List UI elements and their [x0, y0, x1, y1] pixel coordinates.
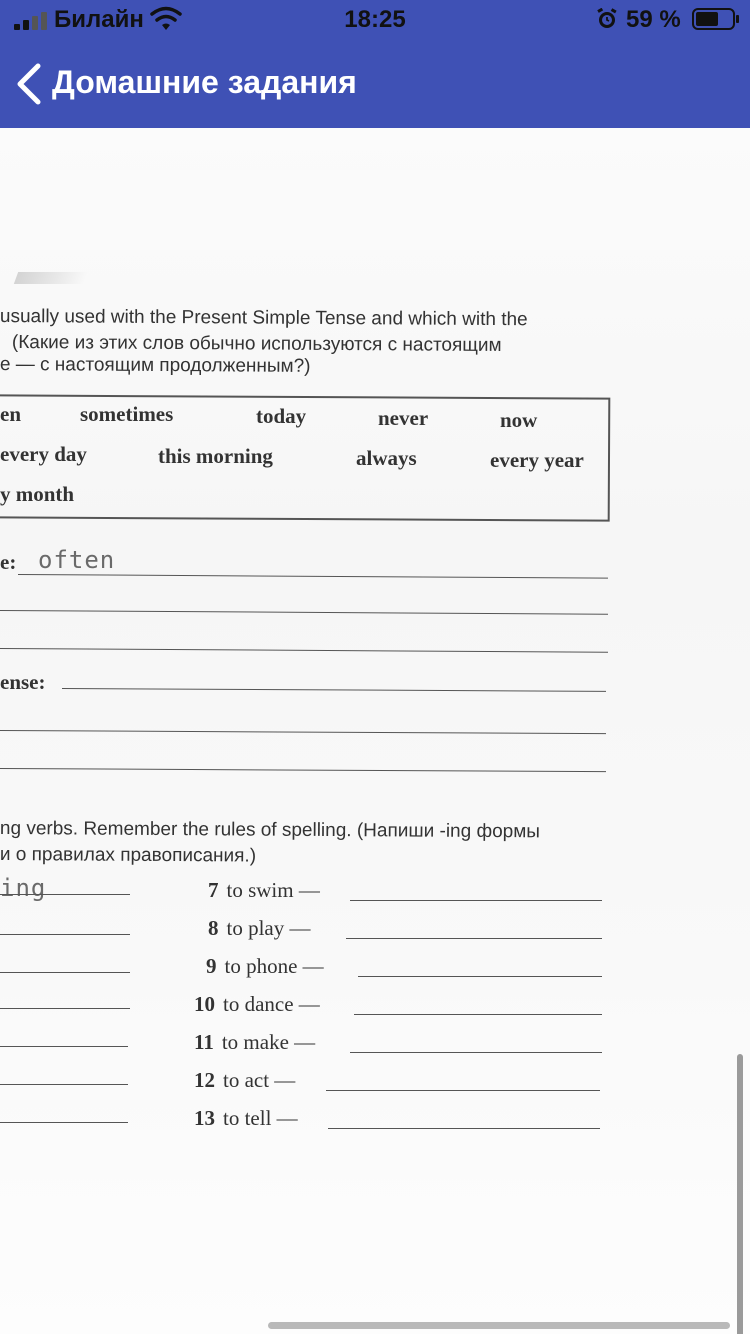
instruction-1-line-1: usually used with the Present Simple Tense and which with the	[0, 306, 528, 331]
left-column-line	[0, 934, 130, 935]
verb-answer-line	[354, 1014, 602, 1015]
carrier-name: Билайн	[54, 6, 144, 33]
handwritten-answer-often: often	[38, 546, 116, 574]
instruction-1-line-2: (Какие из этих слов обычно используются с настоящим	[11, 332, 502, 356]
answer-line	[62, 688, 606, 692]
present-continuous-label: ense:	[0, 670, 46, 694]
verb-item: 10 to dance —	[194, 992, 320, 1016]
answer-line	[0, 730, 606, 734]
word-never: never	[378, 406, 429, 430]
verb-item: 9 to phone —	[206, 954, 324, 978]
word-every-month-fragment: y month	[0, 482, 75, 506]
left-column-line	[0, 1046, 128, 1047]
instruction-2-line-1: ng verbs. Remember the rules of spelling. (Напиши -ing формы	[0, 818, 541, 843]
scrollbar[interactable]	[737, 1054, 743, 1334]
word-today: today	[256, 404, 307, 428]
left-column-line	[0, 1008, 130, 1009]
word-often-fragment: en	[0, 402, 21, 426]
verb-answer-line	[350, 1052, 602, 1053]
battery-icon	[692, 8, 740, 30]
handwritten-answer-fragment: ing	[0, 874, 47, 902]
instruction-1-line-3: е — с настоящим продолженным?)	[0, 354, 311, 377]
verb-answer-line	[358, 976, 602, 977]
answer-line	[0, 648, 608, 653]
verb-answer-line	[346, 938, 602, 939]
verb-item: 13 to tell —	[194, 1106, 298, 1130]
alarm-icon	[596, 8, 618, 30]
verb-item: 11 to make —	[194, 1030, 316, 1054]
verb-answer-line	[328, 1128, 600, 1129]
answer-line	[18, 574, 608, 579]
app-header	[0, 0, 750, 128]
verb-item: 7 to swim —	[208, 878, 320, 902]
verb-item: 8 to play —	[208, 916, 311, 940]
worksheet-page	[0, 128, 750, 1334]
home-indicator[interactable]	[268, 1322, 730, 1329]
instruction-2-line-2: и о правилах правописания.)	[0, 844, 257, 867]
verb-answer-line	[326, 1090, 600, 1091]
answer-line	[0, 610, 608, 615]
verb-item: 12 to act —	[194, 1068, 296, 1092]
present-simple-label: e:	[0, 550, 17, 574]
page-smudge	[14, 272, 88, 284]
status-bar	[0, 0, 750, 40]
page-title: Домашние задания	[52, 64, 357, 100]
word-this-morning: this morning	[158, 444, 273, 468]
clock: 18:25	[344, 6, 406, 33]
word-sometimes: sometimes	[80, 402, 174, 426]
battery-percent: 59 %	[626, 6, 681, 33]
verb-answer-line	[350, 900, 602, 901]
left-column-line	[0, 1084, 128, 1085]
back-chevron-icon[interactable]	[14, 62, 44, 106]
left-column-line	[0, 972, 130, 973]
answer-line	[0, 768, 606, 772]
word-every-day: every day	[0, 442, 87, 466]
word-always: always	[356, 446, 417, 470]
homework-photo	[0, 128, 750, 1334]
left-column-line	[0, 1122, 128, 1123]
word-every-year: every year	[490, 448, 584, 472]
left-column-line	[0, 894, 130, 895]
word-now: now	[500, 408, 538, 432]
